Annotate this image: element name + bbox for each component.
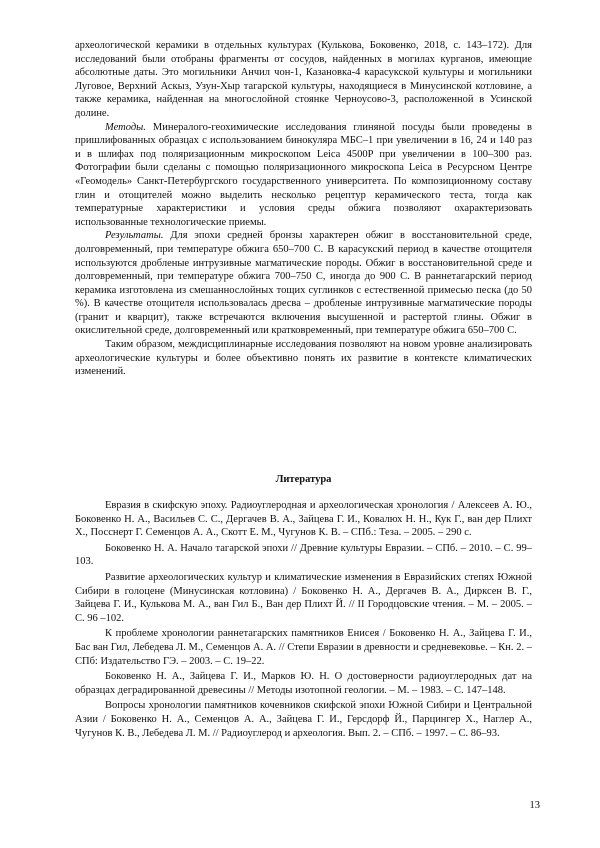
paragraph-conclusion: Таким образом, междисциплинарные исследования позволяют на новом уровне анализировать археологические культуры и более объективно понять их развитие в контексте климатических изменений. bbox=[75, 339, 532, 378]
methods-text: Минералого-геохимические исследования глиняной посуды были проведены в пришлифованных образцах с использованием бинокуляра МБС–1 при увеличении в 16, 24 и 140 раз и в шлифах под поляризационным микроскопом Leica 4500P при увеличении в 100–300 раз. Фотографии были сделаны с помощью поляризационного микроскопа Leica в Ресурсном Центре «Геомодель» Санкт-Петербургского государственного университета. По композиционному составу глин и отощителей можно выделить несколько рецептур керамического теста, тогда как температурные характеристики и условия среды обжига позволяют охарактеризовать использованные технологические приемы. bbox=[75, 121, 532, 228]
paragraph-intro-continuation: археологической керамики в отдельных культурах (Кулькова, Боковенко, 2018, с. 143–172). Для исследований были отобраны фрагменты от сосудов, найденных в могилах курганов, имеющие абсолютные даты. Это могильники Анчил чон-1, Казановка-4 карасукской культуры и могильники Луговое, Верхний Аскыз, Узун-Хыр тагарской культуры, находящиеся в Минусинской котловине, а также керамика, найденная на многослойной стоянке Черноусово-3, расположенной в Усинской долине. bbox=[75, 40, 532, 119]
methods-label: Методы. bbox=[105, 121, 146, 133]
page-number: 13 bbox=[529, 800, 540, 811]
reference-item: Развитие археологических культур и климатические изменения в Евразийских степях Южной Сибири в голоцене (Минусинская котловина) / Боковенко Н. А., Дергачев В. А., Дирксен В. Г., Зайцева Г. И., Кулькова М. А., ван Гил Б., Ван дер Плихт Й. // II Городцовские чтения. – М. – 2005. – С. 96 –102. bbox=[75, 571, 532, 624]
reference-item: Боковенко Н. А. Начало тагарской эпохи // Древние культуры Евразии. – СПб. – 2010. – С. 99–103. bbox=[75, 542, 532, 568]
reference-item: Евразия в скифскую эпоху. Радиоуглеродная и археологическая хронология / Алексеев А. Ю., Боковенко Н. А., Васильев С. С., Дергачев В. А., Зайцева Г. И., Ковалюх Н. Н., Кук Г., ван дер Плихт Х., Посснерт Г. Семенцов А. А., Скотт Е. М., Чугунов К. В. – СПб.: Теза. – 2005. – 290 с. bbox=[75, 500, 532, 539]
reference-item: К проблеме хронологии раннетагарских памятников Енисея / Боковенко Н. А., Зайцева Г. И., Бас ван Гил, Лебедева Л. М., Семенцов А. А. // Степи Евразии в древности и средневековье. – Кн. 2. – СПб: Издательство ГЭ. – 2003. – С. 19–22. bbox=[75, 628, 532, 667]
reference-item: Боковенко Н. А., Зайцева Г. И., Марков Ю. Н. О достоверности радиоуглеродных дат на образцах деградированной древесины // Методы изотопной геологии. – М. – 1983. – С. 147–148. bbox=[75, 671, 532, 696]
references-heading: Литература bbox=[275, 474, 332, 485]
results-label: Результаты. bbox=[105, 230, 164, 242]
paragraph-results bbox=[75, 229, 532, 338]
paragraph-methods bbox=[75, 121, 532, 230]
results-text: Для эпохи средней бронзы характерен обжиг в восстановительной среде, долговременный, при температуре обжига 650–700 С. В карасукский период в качестве отощителя используются дробленые интрузивные магматические породы. Обжиг в восстановительной среде и долговременный, при температуре обжига 700–750 С, иногда до 900 С. В раннетагарский период керамика изготовлена из смешаннослойных тощих суглинков с естественной примесью песка (до 50 %). В качестве отощителя использовалась дресва – дробленые интрузивные магматические породы (гранит и кварцит), также встречаются включения высушенной и растертой глины. Обжиг в окислительной среде, долговременный или кратковременный, при температуре обжига 650–700 С. bbox=[75, 230, 532, 337]
reference-item: Вопросы хронологии памятников кочевников скифской эпохи Южной Сибири и Центральной Азии / Боковенко Н. А., Семенцов А. А., Зайцева Г. И., Герсдорф Й., Парцингер Х., Наглер А., Чугунов К. В., Лебедева Л. М. // Радиоуглерод и археология. Вып. 2. – СПб. – 1997. – С. 86–93. bbox=[75, 700, 532, 739]
main-text bbox=[75, 39, 532, 379]
references-list bbox=[75, 499, 532, 742]
